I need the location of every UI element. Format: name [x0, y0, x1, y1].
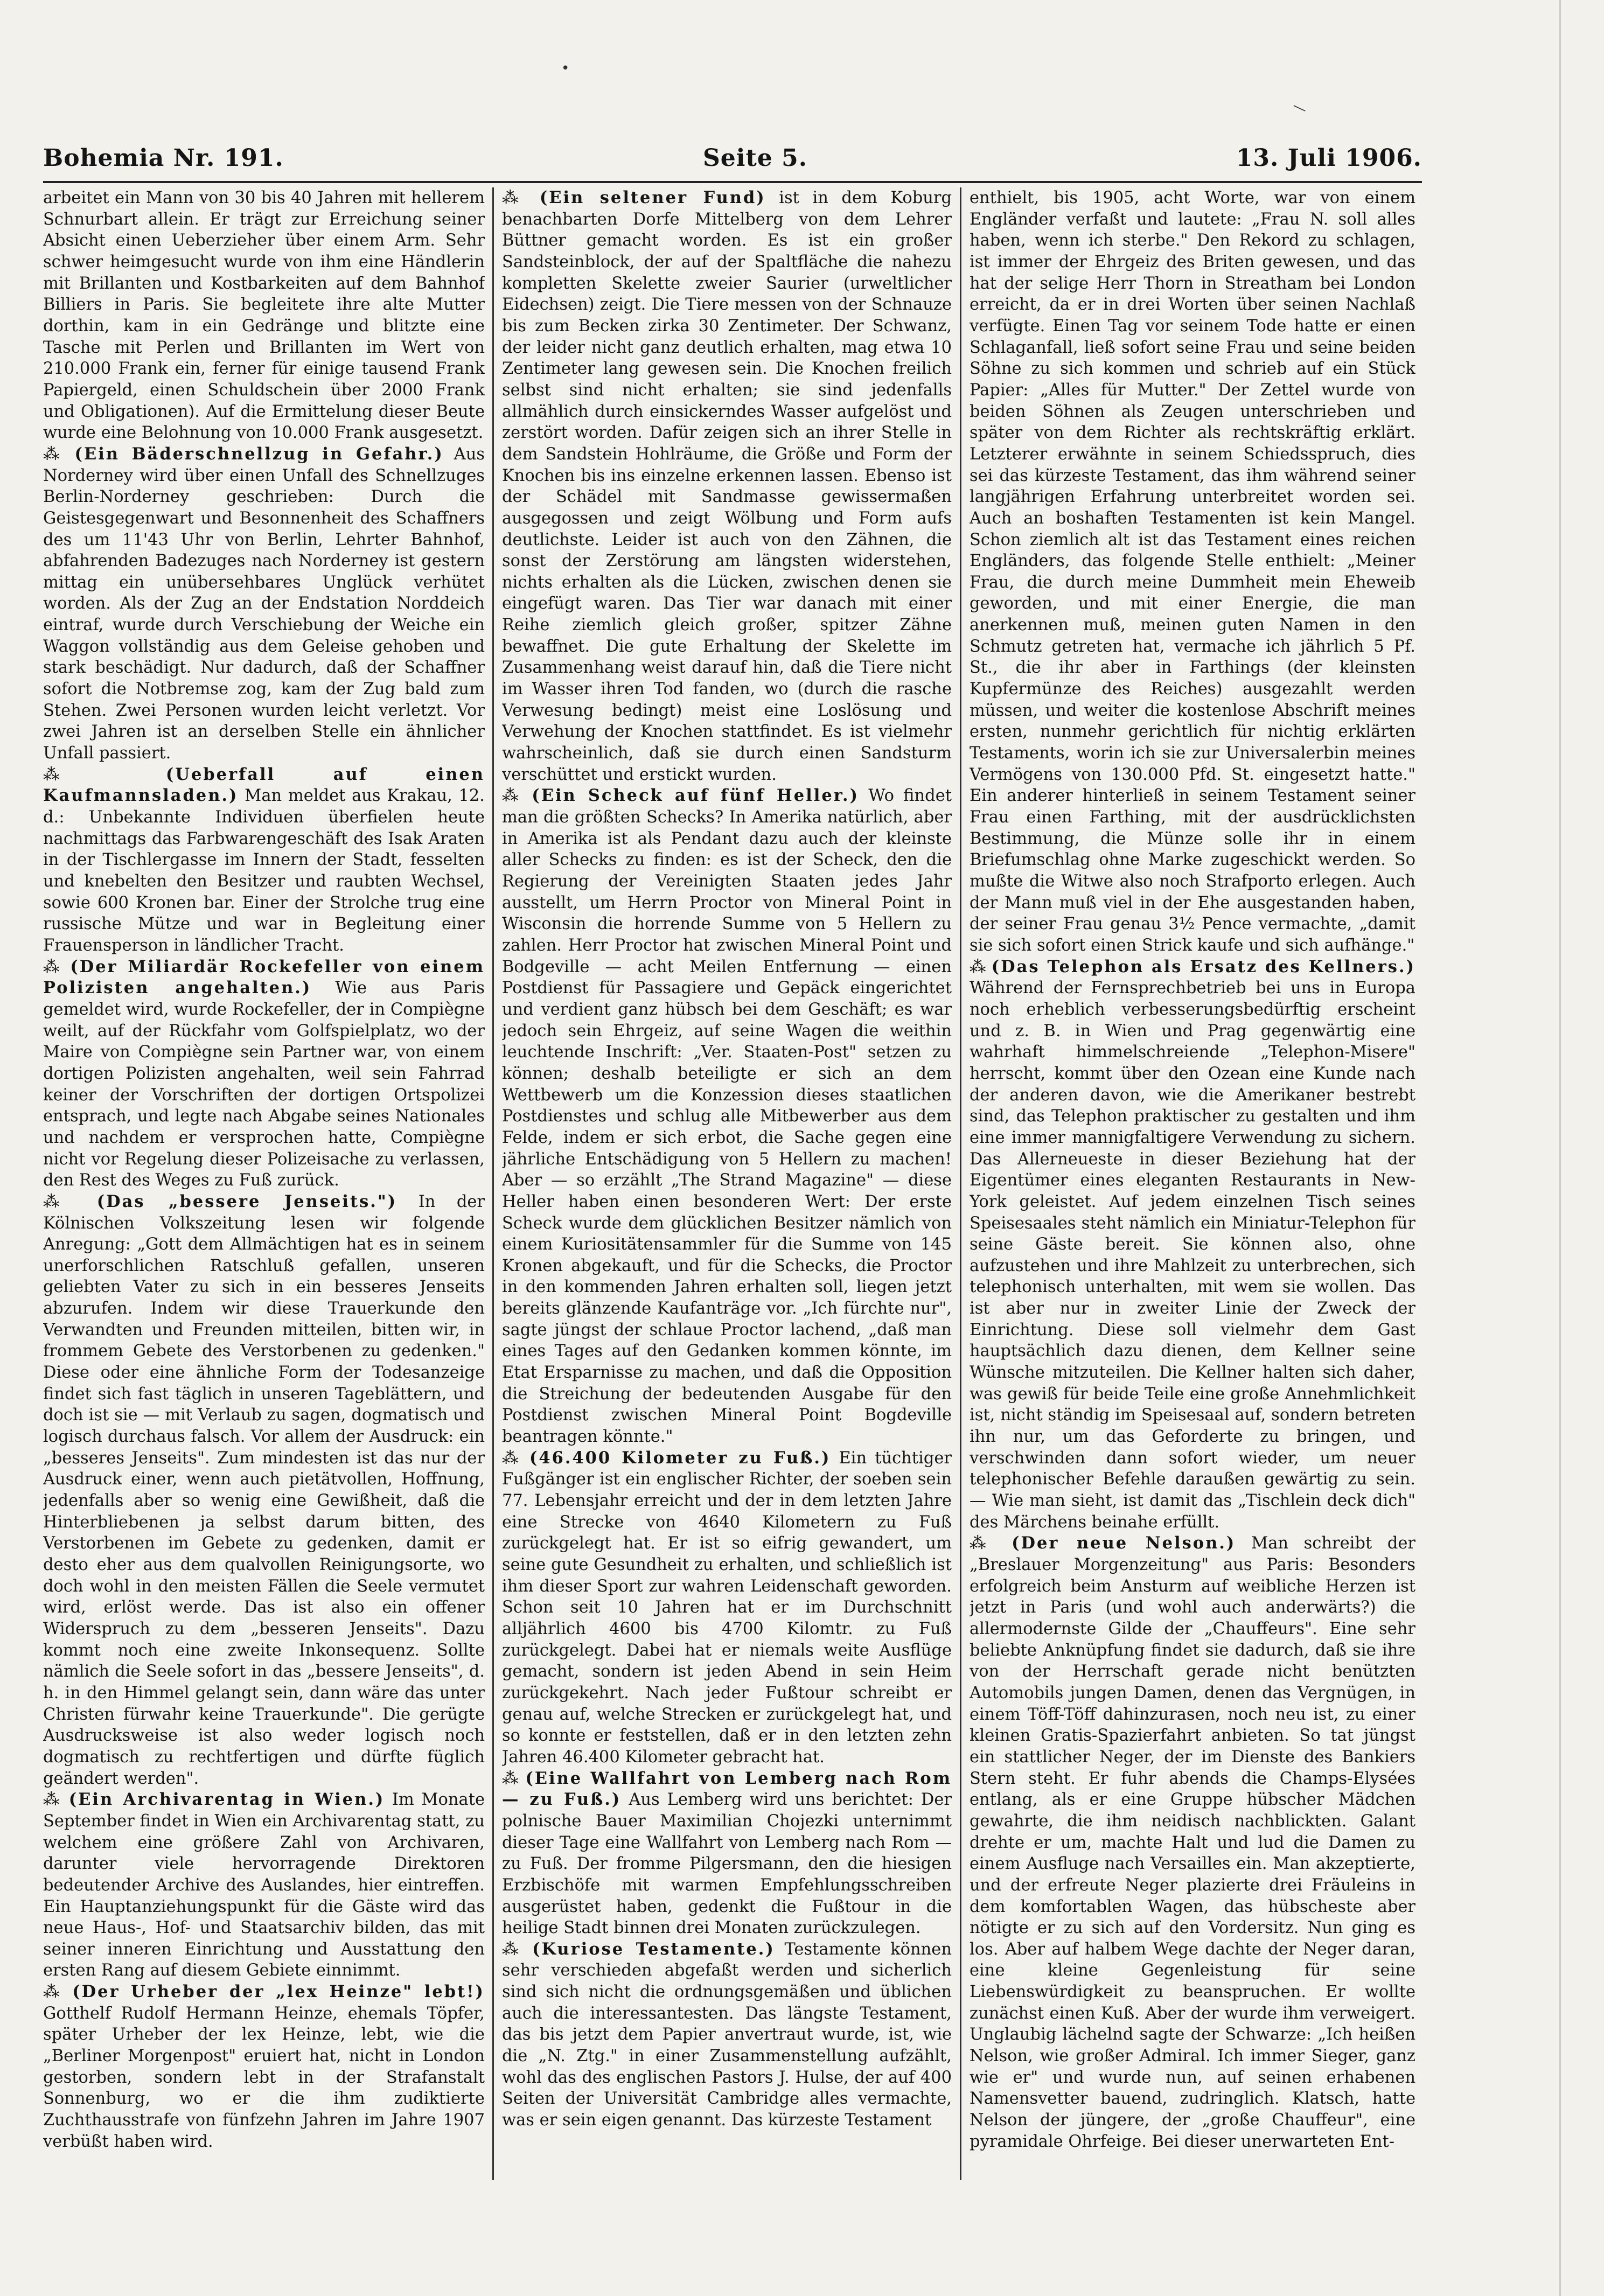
article-paragraph [43, 764, 485, 957]
article-paragraph [43, 957, 485, 1191]
article-text: Gotthelf Rudolf Hermann Heinze, ehemals Töpfer, später Urheber der lex Heinze, lebt, wie die „Berliner Morgenpost" eruiert hat, nicht in London gestorben, sondern lebt in der Strafanstalt Sonnenburg, wo er die ihm zudiktierte Zuchthausstrafe von fünfzehn Jahren im Jahre 1907 verbüßt haben wird. [43, 2004, 485, 2151]
asterism-icon: ⁂ [970, 957, 992, 976]
article-headline: (Ein Bäderschnellzug in Gefahr.) [74, 444, 444, 464]
page-speck: • [561, 60, 570, 76]
asterism-icon: ⁂ [43, 444, 75, 464]
article-paragraph [970, 187, 1415, 957]
article-paragraph [43, 1191, 485, 1789]
article-text: arbeitet ein Mann von 30 bis 40 Jahren mit hellerem Schnurbart allein. Er trägt zur Erreichung seiner Absicht einen Ueberzieher über einem Arm. Sehr schwer heimgesucht wurde von ihm eine Händlerin mit Brillanten und Kostbarkeiten auf dem Bahnhof Billiers in Paris. Sie begleitete ihre alte Mutter dorthin, kam in ein Gedränge und blitzte eine Tasche mit Perlen und Brillanten im Wert von 210.000 Frank ein, ferner für einige tausend Frank Papiergeld, einen Schuldschein über 2000 Frank und Obligationen). Auf die Ermittelung dieser Beute wurde eine Belohnung von 10.000 Frank ausgesetzt. [43, 189, 485, 443]
page-speck: — [1289, 97, 1310, 118]
article-headline: (Das Telephon als Ersatz des Kellners.) [991, 957, 1415, 976]
asterism-icon: ⁂ [502, 1769, 526, 1788]
article-paragraph [502, 785, 952, 1447]
asterism-icon: ⁂ [43, 1790, 69, 1810]
article-text: Wo findet man die größten Schecks? In Amerika natürlich, aber in Amerika ist als Pendant dazu auch der kleinste aller Schecks zu finden: es ist der Scheck, den die Regierung der Vereinigten Staaten jedes Jahr ausstellt, um Herrn Proctor von Mineral Point in Wisconsin die horrende Summe von 5 Hellern zu zahlen. Herr Proctor hat zwischen Mineral Point und Bodgeville — acht Meilen Entfernung — einen Postdienst für Passagiere und Gepäck eingerichtet und verdient ganz hübsch bei dem Geschäft; es war jedoch sein Ehrgeiz, auf seine Wagen die weithin leuchtende Inschrift: „Ver. Staaten-Post" setzen zu können; deshalb beteiligte er sich an dem Wettbewerb um die Konzession dieses staatlichen Postdienstes und schlug alle Mitbewerber aus dem Felde, indem er sich erbot, die Sache gegen eine jährliche Entschädigung von 5 Hellern zu machen! Aber — so erzählt „The Strand Magazine" — diese Heller haben einen besonderen Wert: Der erste Scheck wurde dem glücklichen Besitzer nämlich von einem Kuriositätensammler für die Summe von 145 Kronen abgekauft, und für die Schecks, die Proctor in den kommenden Jahren erhalten soll, liegen jetzt bereits glänzende Kaufanträge vor. „Ich fürchte nur", sagte jüngst der schlaue Proctor lachend, „daß man eines Tages auf den Gedanken kommen könnte, im Etat Ersparnisse zu machen, und daß die Opposition die Streichung der bedeutenden Ausgabe für den Postdienst zwischen Mineral Point Bogdeville beantragen könnte." [502, 786, 952, 1447]
article-text: Wie aus Paris gemeldet wird, wurde Rockefeller, der in Compiègne weilt, auf der Rückfahr vom Golfspielplatz, wo der Maire von Compiègne sein Partner war, von einem dortigen Polizisten angehalten, weil sein Fahrrad keiner der Vorschriften der dortigen Ortspolizei entsprach, und legte nach Abgabe seines Nationales und nachdem er versprochen hatte, Compiègne nicht vor Regelung dieser Polizeisache zu verlassen, den Rest des Weges zu Fuß zurück. [43, 979, 485, 1190]
article-paragraph [502, 187, 952, 785]
article-text: Man schreibt der „Breslauer Morgenzeitung" aus Paris: Besonders erfolgreich beim Ansturm auf weibliche Herzen ist jetzt in Paris (und wohl auch anderwärts?) die allermodernste Gilde der „Chauffeurs". Eine sehr beliebte Anknüpfung findet sie dadurch, daß sie ihre von der Herrschaft gerade nicht benützten Automobils jungen Damen, denen das Vergnügen, in einem Töff-Töff dahinzurasen, noch neu ist, zu einer kleinen Gratis-Spazierfahrt anbieten. So tat jüngst ein stattlicher Neger, der im Dienste des Bankiers Stern steht. Er fuhr abends die Champs-Elysées entlang, als er eine Gruppe hübscher Mädchen gewahrte, die ihm neidisch nachblickten. Galant drehte er um, machte Halt und lud die Damen zu einem Ausfluge nach Versailles ein. Man akzeptierte, und der erfreute Neger plazierte drei Fräuleins in dem komfortablen Wagen, das hübscheste aber nötigte er zu sich auf den Vordersitz. Nun ging es los. Aber auf halbem Wege dachte der Neger daran, eine kleine Gegenleistung für seine Liebenswürdigkeit zu beanspruchen. Er wollte zunächst einen Kuß. Aber der wurde ihm verweigert. Unglaubig lächelnd sagte der Schwarze: „Ich heißen Nelson, wie großer Admiral. Ich immer Sieger, ganz wie er" und wurde nun, auf seinen erhabenen Namensvetter bauend, zudringlich. Klatsch, hatte Nelson der jüngere, der „große Chauffeur", eine pyramidale Ohrfeige. Bei dieser unerwarteten Ent- [970, 1534, 1415, 2151]
article-paragraph [43, 1789, 485, 1981]
article-paragraph [43, 1981, 485, 2152]
article-headline: (46.400 Kilometer zu Fuß.) [529, 1448, 831, 1468]
column-2 [502, 187, 952, 2180]
article-paragraph [43, 187, 485, 444]
asterism-icon: ⁂ [43, 1983, 73, 2002]
article-text: ist in dem Koburg benachbarten Dorfe Mittelberg von dem Lehrer Büttner gemacht worden. Es ist ein großer Sandsteinblock, der auf der Spaltfläche die nahezu kompletten Skelette zweier Saurier (urweltlicher Eidechsen) zeigt. Die Tiere messen von der Schnauze bis zum Becken zirka 30 Zentimeter. Der Schwanz, der leider nicht ganz deutlich erhalten, mag etwa 10 Zentimeter lang gewesen sein. Die Knochen freilich selbst sind nicht erhalten; sie sind jedenfalls allmählich durch einsickerndes Wasser aufgelöst und zerstört worden. Dafür zeigen sich an ihrer Stelle in dem Sandstein Hohlräume, die Größe und Form der Knochen bis ins einzelne erkennen lassen. Ebenso ist der Schädel mit Sandmasse gewissermaßen ausgegossen und zeigt Wölbung und Form aufs deutlichste. Leider ist auch von den Zähnen, die sonst der Zerstörung am längsten widerstehen, nichts erhalten als die Lücken, zwischen denen sie eingefügt waren. Das Tier war danach mit einer Reihe ziemlich gleich großer, spitzer Zähne bewaffnet. Die gute Erhaltung der Skelette im Zusammenhang weist darauf hin, daß die Tiere nicht im Wasser ihren Tod fanden, wo (durch die rasche Verwesung bedingt) meist eine Loslösung und Verwehung der Knochen stattfindet. Es ist vielmehr wahrscheinlich, daß sie durch einen Sandsturm verschüttet und erstickt wurden. [502, 189, 952, 784]
article-headline: (Ein seltener Fund) [539, 188, 766, 207]
header-page-number: Seite 5. [703, 144, 808, 172]
article-text: Aus Norderney wird über einen Unfall des Schnellzuges Berlin-Norderney geschrieben: Durch die Geistesgegenwart und Besonnenheit des Schaffners des um 11'43 Uhr von Berlin, Lehrter Bahnhof, abfahrenden Badezuges nach Norderney ist gestern mittag ein unübersehbares Unglück verhütet worden. Als der Zug an der Endstation Norddeich eintraf, wurde durch Verschiebung der Weiche ein Waggon vollständig aus dem Geleise gehoben und stark beschädigt. Nur dadurch, daß der Schaffner sofort die Notbremse zog, kam der Zug bald zum Stehen. Zwei Personen wurden leicht verletzt. Vor zwei Jahren ist an derselben Stelle ein ähnlicher Unfall passiert. [43, 444, 485, 763]
article-paragraph [970, 957, 1415, 1533]
asterism-icon: ⁂ [502, 189, 540, 207]
article-paragraph [502, 1448, 952, 1768]
article-headline: (Kuriose Testamente.) [532, 1939, 775, 1959]
article-text: Aus Lemberg wird uns berichtet: Der polnische Bauer Maximilian Chojezki unternimmt dieser Tage eine Wallfahrt von Lemberg nach Rom — zu Fuß. Der fromme Pilgersmann, den die hiesigen Erzbischöfe mit warmen Empfehlungsschreiben ausgerüstet haben, gedenkt die Fußtour in die heilige Stadt binnen drei Monaten zurückzulegen. [502, 1790, 952, 1938]
article-text: enthielt, bis 1905, acht Worte, war von einem Engländer verfaßt und lautete: „Frau N. soll alles haben, wenn ich sterbe." Den Rekord zu schlagen, ist immer der Ehrgeiz des Briten gewesen, und das hat der selige Herr Thorn in Streatham bei London erreicht, da er in drei Worten über seinen Nachlaß verfügte. Einen Tag vor seinem Tode hatte er einen Schlaganfall, ließ sofort seine Frau und seine beiden Söhne zu sich kommen und schrieb auf ein Stück Papier: „Alles für Mutter." Der Zettel wurde von beiden Söhnen als Zeugen unterschrieben und später von dem Richter als rechtskräftig erklärt. Letzterer erwähnte in seinem Schiedsspruch, dies sei das kürzeste Testament, das ihm während seiner langjährigen Erfahrung unterbreitet worden sei. Auch an boshaften Testamenten ist kein Mangel. Schon ziemlich alt ist das Testament eines reichen Engländers, das folgende Stelle enthielt: „Meiner Frau, die durch meine Dummheit mein Eheweib geworden, und mit einer Energie, die man anerkennen muß, meinen guten Namen in den Schmutz getreten hat, vermache ich jährlich 5 Pf. St., die ihr aber in Farthings (der kleinsten Kupfermünze des Reiches) ausgezahlt werden müssen, und weiter die kostenlose Abschrift meines ersten, nunmehr gerichtlich für nichtig erklärten Testaments, worin ich sie zur Universalerbin meines Vermögens von 130.000 Pfd. St. eingesetzt hatte." Ein anderer hinterließ in seinem Testament seiner Frau einen Farthing, mit der ausdrücklichsten Bestimmung, die Münze solle ihr in einem Briefumschlag ohne Marke zugeschickt werden. So mußte die Witwe also noch Strafporto erlegen. Auch der Mann muß viel in der Ehe ausgestanden haben, der seiner Frau genau 3½ Pence vermachte, „damit sie sich sofort einen Strick kaufe und sich aufhänge." [970, 189, 1415, 955]
asterism-icon: ⁂ [970, 1534, 1012, 1553]
article-text: In der Kölnischen Volkszeitung lesen wir folgende Anregung: „Gott dem Allmächtigen hat es in seinem unerforschlichen Ratschluß gefallen, unseren geliebten Vater zu sich in ein besseres Jenseits abzurufen. Indem wir diese Trauerkunde den Verwandten und Freunden mitteilen, bitten wir, in frommem Gebete des Verstorbenen zu gedenken." Diese oder eine ähnliche Form der Todesanzeige findet sich fast täglich in unseren Tageblättern, und doch ist sie — mit Verlaub zu sagen, dogmatisch und logisch durchaus falsch. Vor allem der Ausdruck: ein „besseres Jenseits". Zum mindesten ist das nur der Ausdruck einer, wenn auch pietätvollen, Hoffnung, jedenfalls aber so wenig eine Gewißheit, daß die Hinterbliebenen ja selbst darum bitten, des Verstorbenen im Gebete zu gedenken, damit er desto eher aus dem qualvollen Reinigungsorte, wo doch wohl in den meisten Fällen die Seele vermutet wird, erlöst werde. Das ist also ein offener Widerspruch zu dem „besseren Jenseits". Dazu kommt noch eine zweite Inkonsequenz. Sollte nämlich die Seele sofort in das „bessere Jenseits", d. h. in den Himmel gelangt sein, dann wäre das unter Christen fürwahr keine Trauerkunde". Die gerügte Ausdrucksweise ist also weder logisch noch dogmatisch zu rechtfertigen und dürfte füglich geändert werden". [43, 1192, 485, 1788]
article-headline: (Ein Scheck auf fünf Heller.) [532, 786, 860, 806]
column-3 [970, 187, 1415, 2180]
header-publication: Bohemia Nr. 191. [43, 144, 284, 172]
article-paragraph [502, 1939, 952, 2131]
asterism-icon: ⁂ [502, 1939, 533, 1959]
column-1 [43, 187, 485, 2180]
article-headline: (Ueberfall auf einen Kaufmannsladen.) [43, 764, 485, 806]
asterism-icon: ⁂ [43, 1192, 97, 1211]
article-text: Im Monate September findet in Wien ein Archivarentag statt, zu welchem eine größere Zahl von Archivaren, darunter viele hervorragende Direktoren bedeutender Archive des Auslandes, hier eintreffen. Ein Hauptanziehungspunkt für die Gäste wird das neue Haus-, Hof- und Staatsarchiv bilden, das mit seiner inneren Einrichtung und Ausstattung den ersten Rang auf diesem Gebiete einnimmt. [43, 1790, 485, 1980]
article-headline: (Ein Archivarentag in Wien.) [68, 1790, 385, 1810]
article-text: Testamente können sehr verschieden abgefaßt werden und sicherlich sind sich nicht die ordnungsgemäßen und üblichen auch die interessantesten. Das längste Testament, das bis jetzt dem Papier anvertraut wurde, ist, wie die „N. Ztg." in einer Zusammenstellung aufzählt, wohl das des englischen Pastors J. Hulse, der auf 400 Seiten der Universität Cambridge alles vermachte, was er sein eigen genannt. Das kürzeste Testament [502, 1939, 952, 2130]
header-rule [43, 181, 1422, 183]
page-edge [1559, 0, 1561, 2296]
article-text: Man meldet aus Krakau, 12. d.: Unbekannte Individuen überfielen heute nachmittags das Farbwarengeschäft des Isak Araten in der Tischlergasse im Innern der Stadt, fesselten und knebelten den Besitzer und raubten Wechsel, sowie 600 Kronen bar. Einer der Strolche trug eine russische Mütze und war in Begleitung einer Frauensperson in ländlicher Tracht. [43, 786, 485, 955]
header-date: 13. Juli 1906. [1236, 144, 1422, 172]
column-divider [960, 187, 961, 2180]
article-headline: (Der Urheber der „lex Heinze" lebt!) [72, 1982, 485, 2002]
article-text: Während der Fernsprechbetrieb bei uns in Europa noch erheblich verbesserungsbedürftig erscheint und z. B. in Wien und Prag gegenwärtig eine wahrhaft himmelschreiende „Telephon-Misere" herrscht, kommt über den Ozean eine Kunde nach der anderen davon, wie die Amerikaner bestrebt sind, das Telephon praktischer zu gestalten und ihm eine immer mannigfaltigere Verwendung zu sichern. Das Allerneueste in dieser Beziehung hat der Eigentümer eines eleganten Restaurants in New-York geleistet. Auf jedem einzelnen Tisch seines Speisesaales steht nämlich ein Miniatur-Telephon für seine Gäste bereit. Sie können also, ohne aufzustehen und ihre Mahlzeit zu unterbrechen, sich telephonisch unterhalten, mit wem sie wollen. Das ist aber nur in zweiter Linie der Zweck der Einrichtung. Diese soll vielmehr dem Gast hauptsächlich dazu dienen, dem Kellner seine Wünsche mitzuteilen. Die Kellner halten sich daher, was gewiß für beide Teile eine große Annehmlichkeit ist, nicht ständig im Speisesaal auf, sondern betreten ihn nur, um das Geforderte zu bringen, und verschwinden dann sofort wieder, um neuer telephonischer Befehle daraußen gewärtig zu sein. — Wie man sieht, ist damit das „Tischlein deck dich" des Märchens beinahe erfüllt. [970, 979, 1415, 1532]
article-headline: (Eine Wallfahrt von Lemberg nach Rom — zu Fuß.) [502, 1768, 952, 1810]
article-headline: (Der neue Nelson.) [1012, 1533, 1236, 1553]
page-header [43, 144, 1422, 182]
asterism-icon: ⁂ [43, 957, 71, 976]
article-paragraph [970, 1533, 1415, 2152]
article-text: Ein tüchtiger Fußgänger ist ein englischer Richter, der soeben sein 77. Lebensjahr erreicht und der in dem letzten Jahre eine Strecke von 4640 Kilometern zu Fuß zurückgelegt hat. Er ist so eifrig gewandert, um seine gute Gesundheit zu erhalten, und schließlich ist ihm dieser Sport zur wahren Leidenschaft geworden. Schon seit 10 Jahren hat er im Durchschnitt alljährlich 4600 bis 4700 Kilomtr. zu Fuß zurückgelegt. Dabei hat er niemals weite Ausflüge gemacht, sondern ist jeden Abend in sein Heim zurückgekehrt. Nach jeder Fußtour schreibt er genau auf, welche Strecken er zurückgelegt hat, und so konnte er feststellen, daß er in den letzten zehn Jahren 46.400 Kilometer gebracht hat. [502, 1448, 952, 1767]
asterism-icon: ⁂ [502, 1448, 529, 1468]
article-headline: (Das „bessere Jenseits.") [96, 1191, 397, 1211]
article-headline: (Der Miliardär Rockefeller von einem Polizisten angehalten.) [43, 957, 485, 998]
article-paragraph [43, 444, 485, 764]
article-paragraph [502, 1768, 952, 1939]
column-divider [492, 187, 494, 2180]
asterism-icon: ⁂ [502, 786, 532, 806]
asterism-icon: ⁂ [43, 765, 166, 784]
